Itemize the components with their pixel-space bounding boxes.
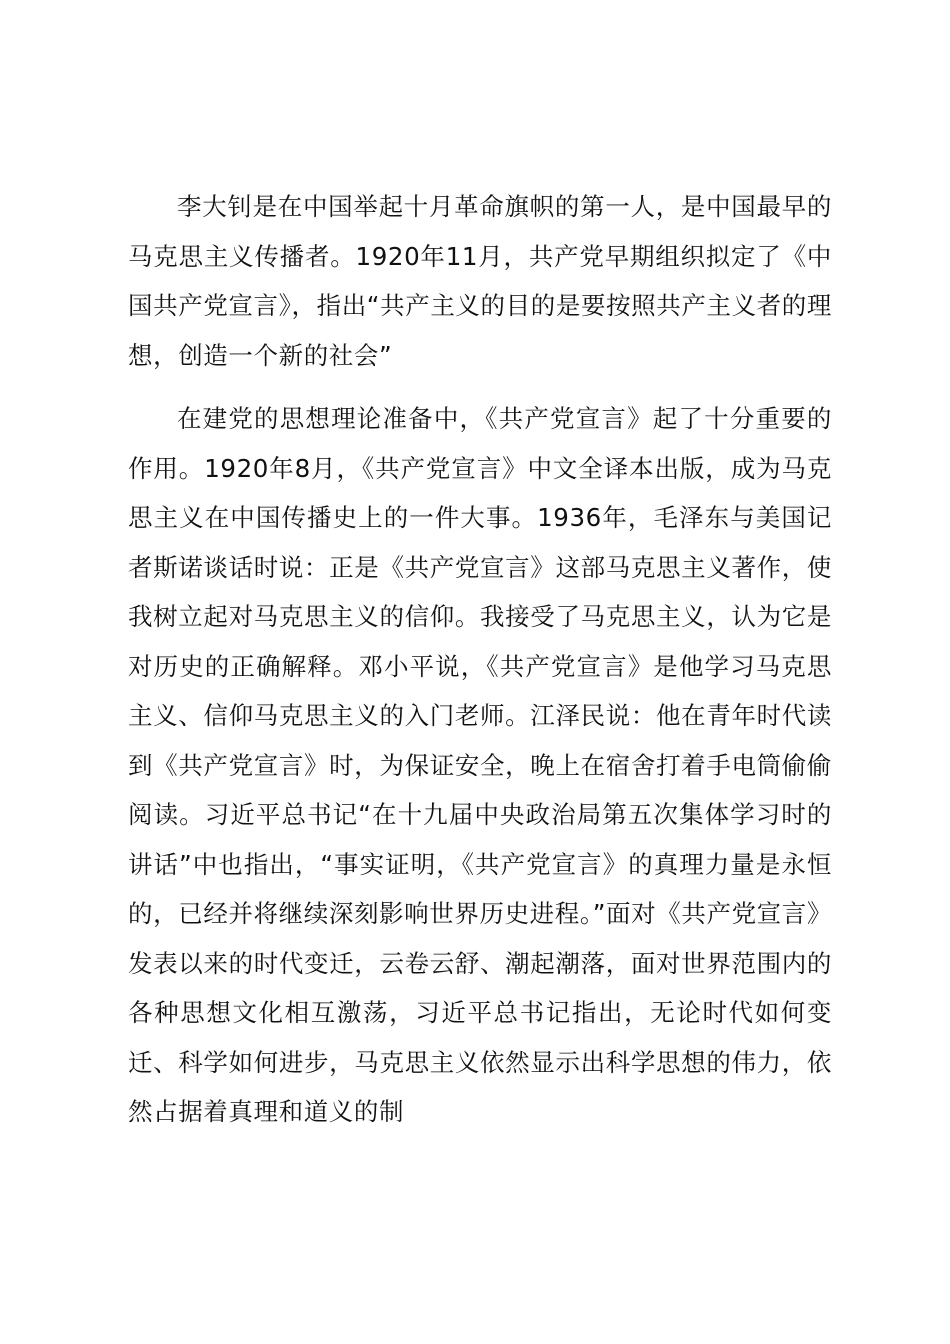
document-body (128, 182, 832, 1137)
paragraph-communist-manifesto: 在建党的思想理论准备中，《共产党宣言》起了十分重要的作用。1920年8月，《共产党宣言》中文全译本出版，成为马克思主义在中国传播史上的一件大事。1936年，毛泽东与美国记者斯诺谈话时说：正是《共产党宣言》这部马克思主义著作，使我树立起对马克思主义的信仰。我接受了马克思主义，认为它是对历史的正确解释。邓小平说，《共产党宣言》是他学习马克思主义、信仰马克思主义的入门老师。江泽民说：他在青年时代读到《共产党宣言》时，为保证安全，晚上在宿舍打着手电筒偷偷阅读。习近平总书记“在十九届中央政治局第五次集体学习时的讲话”中也指出，“事实证明，《共产党宣言》的真理力量是永恒的，已经并将继续深刻影响世界历史进程。”面对《共产党宣言》发表以来的时代变迁，云卷云舒、潮起潮落，面对世界范围内的各种思想文化相互激荡，习近平总书记指出，无论时代如何变迁、科学如何进步，马克思主义依然显示出科学思想的伟力，依然占据着真理和道义的制 (128, 404, 832, 1126)
paragraph-li-dazhao: 李大钊是在中国举起十月革命旗帜的第一人，是中国最早的马克思主义传播者。1920年11月，共产党早期组织拟定了《中国共产党宣言》，指出“共产主义的目的是要按照共产主义者的理想，创造一个新的社会” (128, 192, 832, 370)
